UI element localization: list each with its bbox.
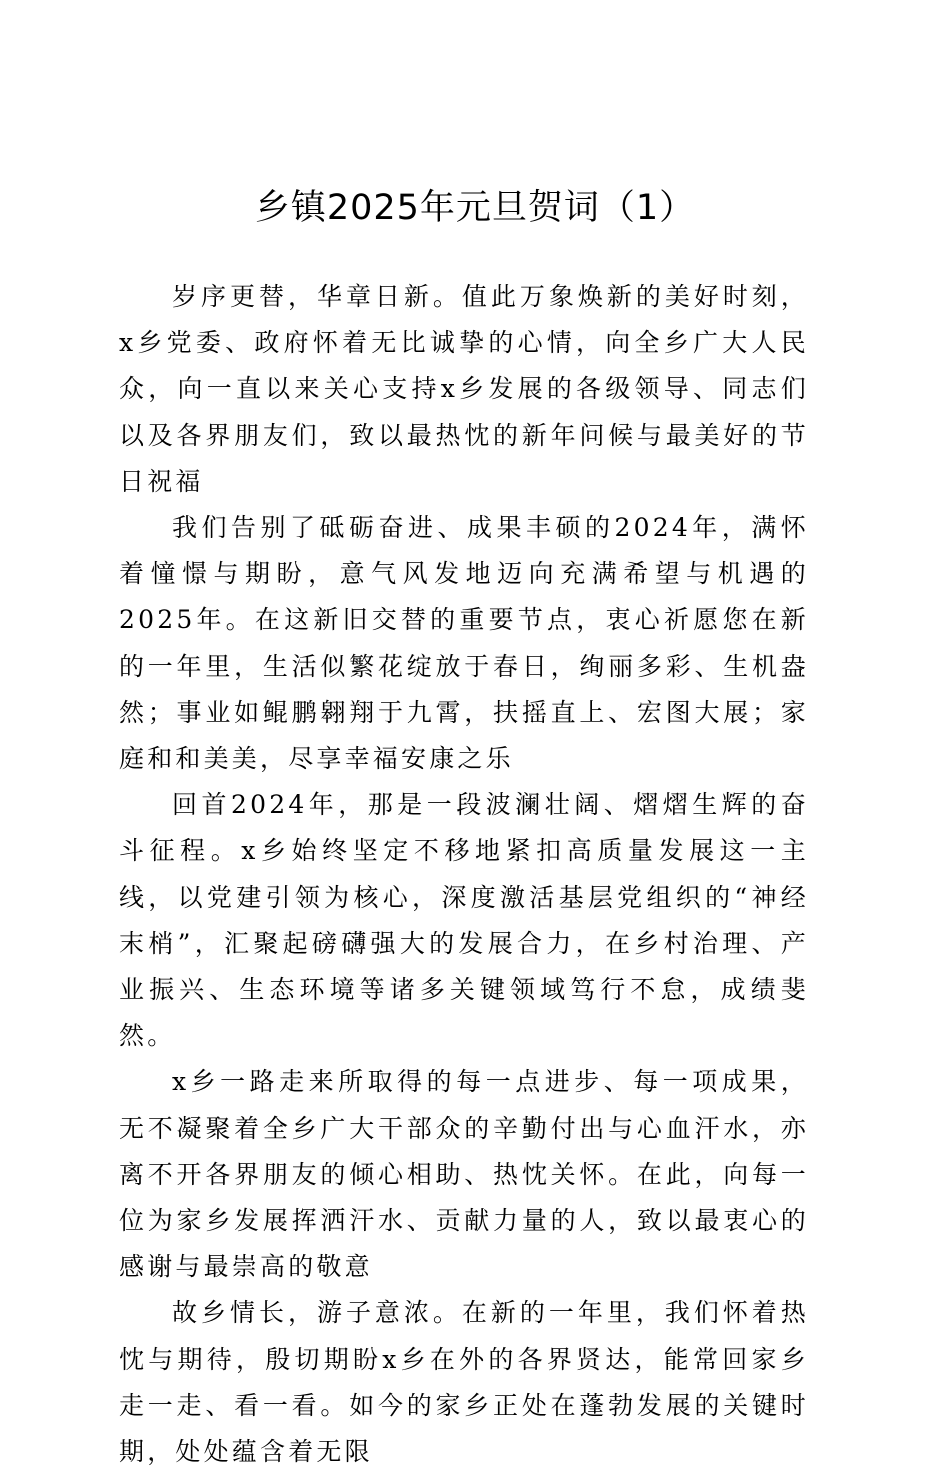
document-title: 乡镇2025年元旦贺词（1） [254, 188, 696, 228]
paragraph-5: 故乡情长，游子意浓。在新的一年里，我们怀着热忱与期待，殷切期盼x乡在外的各界贤达，能常回家乡走一走、看一看。如今的家乡正处在蓬勃发展的关键时期，处处蕴含着无限 [119, 1298, 809, 1467]
document-body [119, 274, 809, 1475]
paragraph-4: x乡一路走来所取得的每一点进步、每一项成果，无不凝聚着全乡广大干部众的辛勤付出与心血汗水，亦离不开各界朋友的倾心相助、热忱关怀。在此，向每一位为家乡发展挥洒汗水、贡献力量的人，致以最衷心的感谢与最崇高的敬意 [119, 1067, 809, 1282]
paragraph-1: 岁序更替，华章日新。值此万象焕新的美好时刻，x乡党委、政府怀着无比诚挚的心情，向全乡广大人民众，向一直以来关心支持x乡发展的各级领导、同志们以及各界朋友们，致以最热忱的新年问候与最美好的节日祝福 [119, 282, 809, 496]
paragraph-3: 回首2024年，那是一段波澜壮阔、熠熠生辉的奋斗征程。x乡始终坚定不移地紧扣高质量发展这一主线，以党建引领为核心，深度激活基层党组织的“神经末梢”，汇聚起磅礴强大的发展合力，在乡村治理、产业振兴、生态环境等诸多关键领域笃行不怠，成绩斐然。 [119, 790, 809, 1051]
paragraph-2: 我们告别了砥砺奋进、成果丰硕的2024年，满怀着憧憬与期盼，意气风发地迈向充满希望与机遇的2025年。在这新旧交替的重要节点，衷心祈愿您在新的一年里，生活似繁花绽放于春日，绚丽多彩、生机盎然；事业如鲲鹏翱翔于九霄，扶摇直上、宏图大展；家庭和和美美，尽享幸福安康之乐 [119, 513, 809, 774]
